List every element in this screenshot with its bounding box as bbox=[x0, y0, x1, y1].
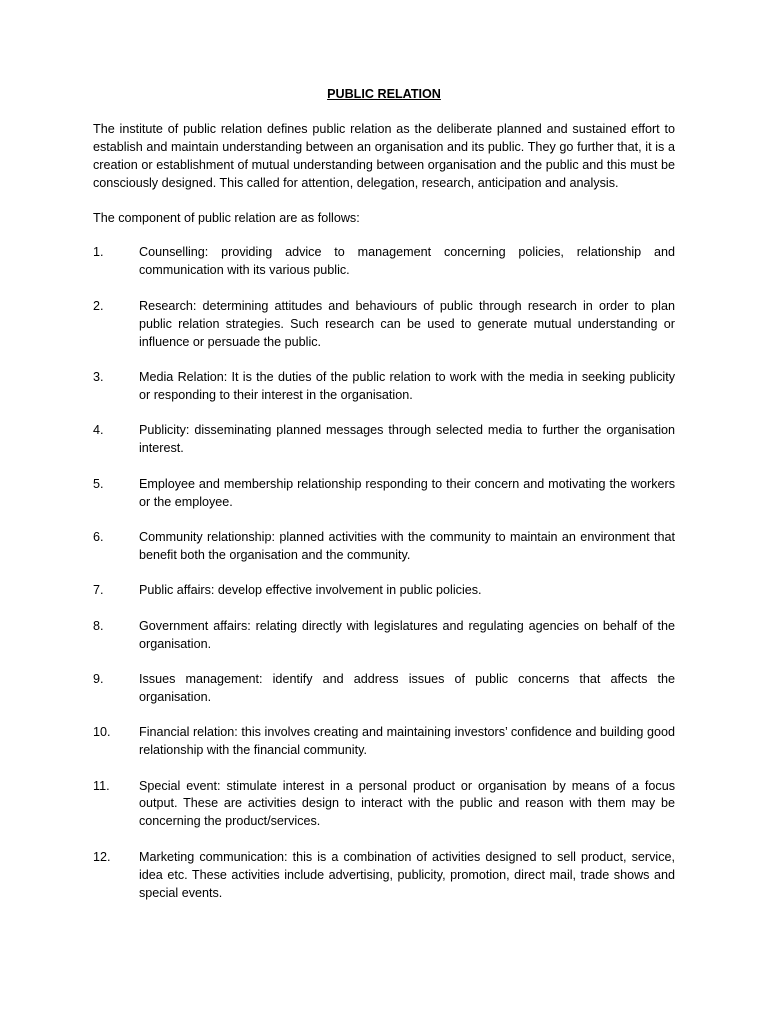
list-item-number: 8. bbox=[93, 618, 104, 633]
list-item-text: Government affairs: relating directly with legislatures and regulating agencies on behalf of the organisation. bbox=[139, 618, 675, 651]
list-item-text: Publicity: disseminating planned messages through selected media to further the organisation interest. bbox=[139, 423, 675, 456]
list-item bbox=[93, 298, 675, 352]
list-item-number: 2. bbox=[93, 298, 104, 313]
list-item-text: Counselling: providing advice to management concerning policies, relationship and communication with its various public. bbox=[139, 245, 675, 278]
component-list bbox=[93, 244, 675, 902]
list-item-number: 1. bbox=[93, 245, 104, 260]
list-item-text: Public affairs: develop effective involvement in public policies. bbox=[139, 583, 482, 598]
list-item-text: Media Relation: It is the duties of the public relation to work with the media in seeking publicity or responding to their interest in the organisation. bbox=[139, 369, 675, 402]
list-item bbox=[93, 724, 675, 760]
list-item-text: Employee and membership relationship responding to their concern and motivating the workers or the employee. bbox=[139, 476, 675, 509]
list-item-number: 11. bbox=[93, 778, 110, 793]
list-item-text: Issues management: identify and address issues of public concerns that affects the organisation. bbox=[139, 671, 675, 704]
list-item-text: Research: determining attitudes and behaviours of public through research in order to plan public relation strategies. Such research can be used to generate mutual understanding or influence or persuade the public. bbox=[139, 298, 675, 349]
list-item-number: 5. bbox=[93, 476, 104, 491]
list-item bbox=[93, 671, 675, 707]
document-page bbox=[93, 86, 675, 920]
list-item-number: 12. bbox=[93, 849, 111, 864]
list-item-number: 4. bbox=[93, 423, 104, 438]
list-lead-in: The component of public relation are as follows: bbox=[93, 210, 360, 225]
list-item bbox=[93, 618, 675, 654]
page-title: PUBLIC RELATION bbox=[327, 87, 441, 101]
list-item-text: Marketing communication: this is a combination of activities designed to sell product, service, idea etc. These activities include advertising, publicity, promotion, direct mail, trade shows and special events. bbox=[139, 849, 675, 900]
list-item-text: Financial relation: this involves creating and maintaining investors’ confidence and building good relationship with the financial community. bbox=[139, 725, 675, 758]
list-item bbox=[93, 244, 675, 280]
list-item-number: 6. bbox=[93, 529, 104, 544]
list-item-text: Special event: stimulate interest in a personal product or organisation by means of a focus output. These are activities design to interact with the public and reason with them may be concerning the product/services. bbox=[139, 778, 675, 829]
list-item bbox=[93, 582, 675, 600]
list-item-number: 7. bbox=[93, 583, 104, 598]
list-item-number: 10. bbox=[93, 725, 111, 740]
intro-paragraph: The institute of public relation defines public relation as the deliberate planned and sustained effort to establish and maintain understanding between an organisation and its public. They go further that, it is a creation or establishment of mutual understanding between organisation and the public and this must be consciously designed. This called for attention, delegation, research, anticipation and analysis. bbox=[93, 121, 675, 190]
list-item-number: 9. bbox=[93, 671, 104, 686]
list-item-text: Community relationship: planned activities with the community to maintain an environment that benefit both the organisation and the community. bbox=[139, 529, 675, 562]
list-item bbox=[93, 422, 675, 458]
list-item-number: 3. bbox=[93, 369, 104, 384]
list-item bbox=[93, 529, 675, 565]
list-item bbox=[93, 849, 675, 903]
list-item bbox=[93, 476, 675, 512]
list-item bbox=[93, 778, 675, 832]
list-item bbox=[93, 369, 675, 405]
